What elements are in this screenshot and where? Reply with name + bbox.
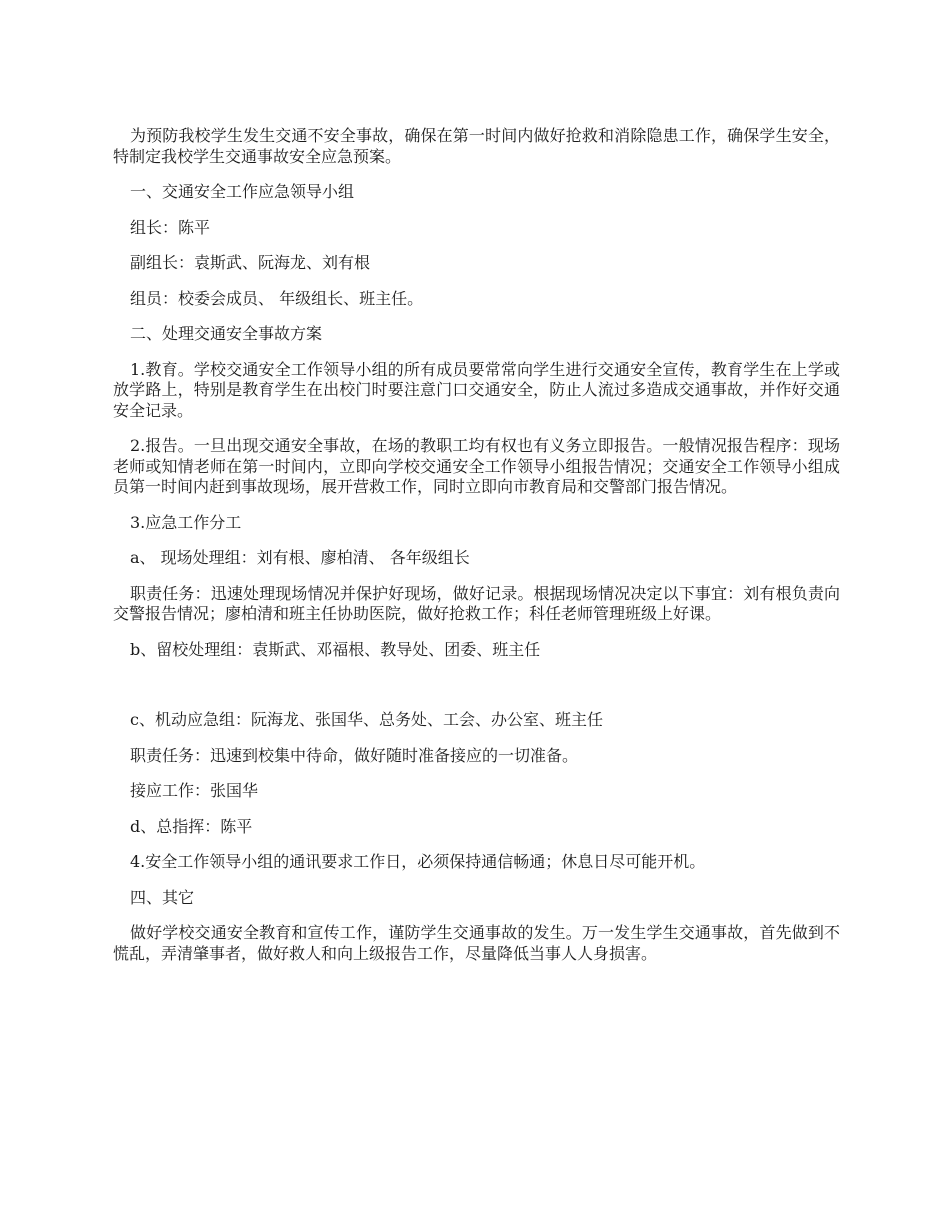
mobile-duties-line: 职责任务：迅速到校集中待命，做好随时准备接应的一切准备。 — [130, 745, 579, 765]
document-body — [113, 126, 840, 979]
onsite-duties-paragraph: 职责任务：迅速处理现场情况并保护好现场，做好记录。根据现场情况决定以下事宜：刘有根负责向交警报告情况；廖柏清和班主任协助医院，做好抢救工作；科任老师管理班级上好课。 — [113, 583, 840, 623]
reception-work-line: 接应工作：张国华 — [130, 781, 259, 800]
mobile-group-line: c、机动应急组：阮海龙、张国华、总务处、工会、办公室、班主任 — [130, 710, 603, 729]
onsite-group-line: a、 现场处理组：刘有根、廖柏清、 各年级组长 — [130, 548, 470, 567]
division-of-work-heading: 3.应急工作分工 — [130, 512, 242, 532]
intro-paragraph: 为预防我校学生发生交通不安全事故，确保在第一时间内做好抢救和消除隐患工作，确保学生安全，特制定我校学生交通事故安全应急预案。 — [113, 126, 840, 166]
communication-requirement-line: 4.安全工作领导小组的通讯要求工作日，必须保持通信畅通；休息日尽可能开机。 — [130, 852, 706, 871]
group-leader-line: 组长：陈平 — [130, 217, 211, 237]
deputy-leaders-line: 副组长：袁斯武、阮海龙、刘有根 — [130, 253, 371, 272]
section-heading-handling-plan: 二、处理交通安全事故方案 — [130, 324, 323, 343]
section-heading-other: 四、其它 — [130, 887, 195, 907]
school-group-line: b、留校处理组：袁斯武、邓福根、教导处、团委、班主任 — [130, 639, 541, 659]
section-heading-leadership-group: 一、交通安全工作应急领导小组 — [130, 182, 355, 201]
group-members-line: 组员：校委会成员、 年级组长、班主任。 — [130, 288, 424, 308]
closing-paragraph: 做好学校交通安全教育和宣传工作，谨防学生交通事故的发生。万一发生学生交通事故，首先做到不慌乱，弄清肇事者，做好救人和向上级报告工作，尽量降低当事人人身损害。 — [113, 923, 840, 963]
commander-line: d、总指挥：陈平 — [130, 816, 253, 836]
report-paragraph: 2.报告。一旦出现交通安全事故，在场的教职工均有权也有义务立即报告。一般情况报告程序：现场老师或知情老师在第一时间内，立即向学校交通安全工作领导小组报告情况；交通安全工作领导小组成员第一时间内赶到事故现场，展开营救工作，同时立即向市教育局和交警部门报告情况。 — [113, 436, 840, 496]
education-paragraph: 1.教育。学校交通安全工作领导小组的所有成员要常常向学生进行交通安全宣传，教育学生在上学或放学路上，特别是教育学生在出校门时要注意门口交通安全，防止人流过多造成交通事故，并作好交通安全记录。 — [113, 359, 840, 420]
